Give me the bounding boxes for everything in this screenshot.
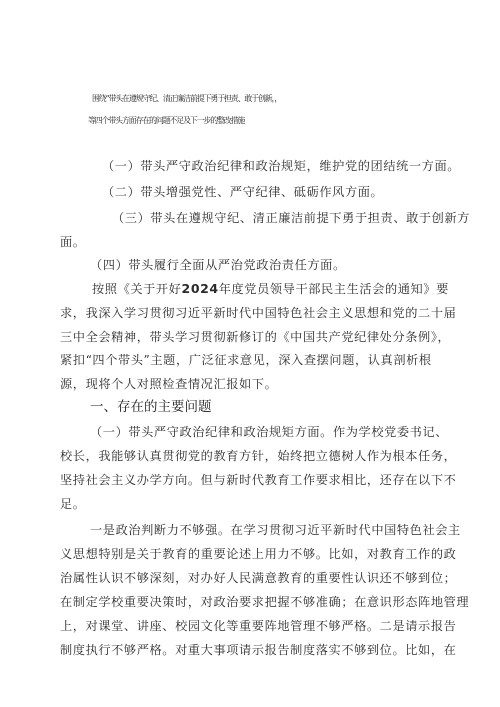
section-para-line-1: （一）带头严守政治纪律和政治规矩方面。作为学校党委书记、 — [90, 425, 449, 439]
title-line-1: 围绕“带头在遵规守纪、清正廉洁前提下勇于担责、敢于创新，， — [92, 94, 282, 103]
body-para-line-3: 治属性认识不够深刻，对办好人民满意教育的重要性认识还不够到位； — [60, 571, 457, 585]
intro-year: 2024 — [181, 281, 219, 296]
section-para-line-4: 足。 — [60, 497, 86, 511]
list-item-1: （一）带头严守政治纪律和政治规矩，维护党的团结统一方面。 — [102, 159, 461, 173]
intro-line-1-after: 年度党员领导干部民主生活会的通知》要 — [218, 282, 449, 296]
list-item-3: （三）带头在遵规守纪、清正廉洁前提下勇于担责、敢于创新方 — [112, 211, 471, 225]
body-para-line-5: 上，对课堂、讲座、校园文化等重要阵地管理不够严格。二是请示报告 — [60, 619, 457, 633]
body-para-line-2: 义思想特别是关于教育的重要论述上用力不够。比如，对教育工作的政 — [60, 547, 457, 561]
section-para-line-2: 校长，我能够认真贯彻党的教育方针，始终把立德树人作为根本任务， — [60, 449, 457, 463]
intro-line-2: 求，我深入学习贯彻习近平新时代中国特色社会主义思想和党的二十届 — [60, 306, 457, 320]
list-item-2: （二）带头增强党性、严守纪律、砥砺作风方面。 — [102, 185, 384, 199]
section-para-line-3: 坚持社会主义办学方向。但与新时代教育工作要求相比，还存在以下不 — [60, 473, 457, 487]
section-heading: 一、存在的主要问题 — [90, 399, 212, 415]
list-item-4: （四）带头履行全面从严治党政治责任方面。 — [90, 258, 346, 272]
body-para-line-6: 制度执行不够严格。对重大事项请示报告制度落实不够到位。比如，在 — [60, 643, 457, 657]
intro-line-5: 源，现将个人对照检查情况汇报如下。 — [60, 377, 278, 391]
list-item-3-continuation: 面。 — [60, 235, 86, 249]
intro-line-1-before: 按照《关于开好 — [92, 282, 182, 296]
intro-line-3: 三中全会精神，带头学习贯彻新修订的《中国共产党纪律处分条例》， — [60, 330, 451, 344]
title-line-2: 等四个带头方面存在的问题不足及下一步的整改措施 — [88, 116, 245, 125]
document-title — [88, 88, 472, 132]
intro-line-1 — [92, 281, 449, 297]
intro-line-4: 紧扣“四个带头”主题，广泛征求意见，深入查摆问题，认真剖析根 — [60, 353, 432, 367]
body-para-line-4: 在制定学校重要决策时，对政治要求把握不够准确；在意识形态阵地管理 — [60, 595, 470, 609]
body-para-line-1: 一是政治判断力不够强。在学习贯彻习近平新时代中国特色社会主 — [90, 523, 461, 537]
